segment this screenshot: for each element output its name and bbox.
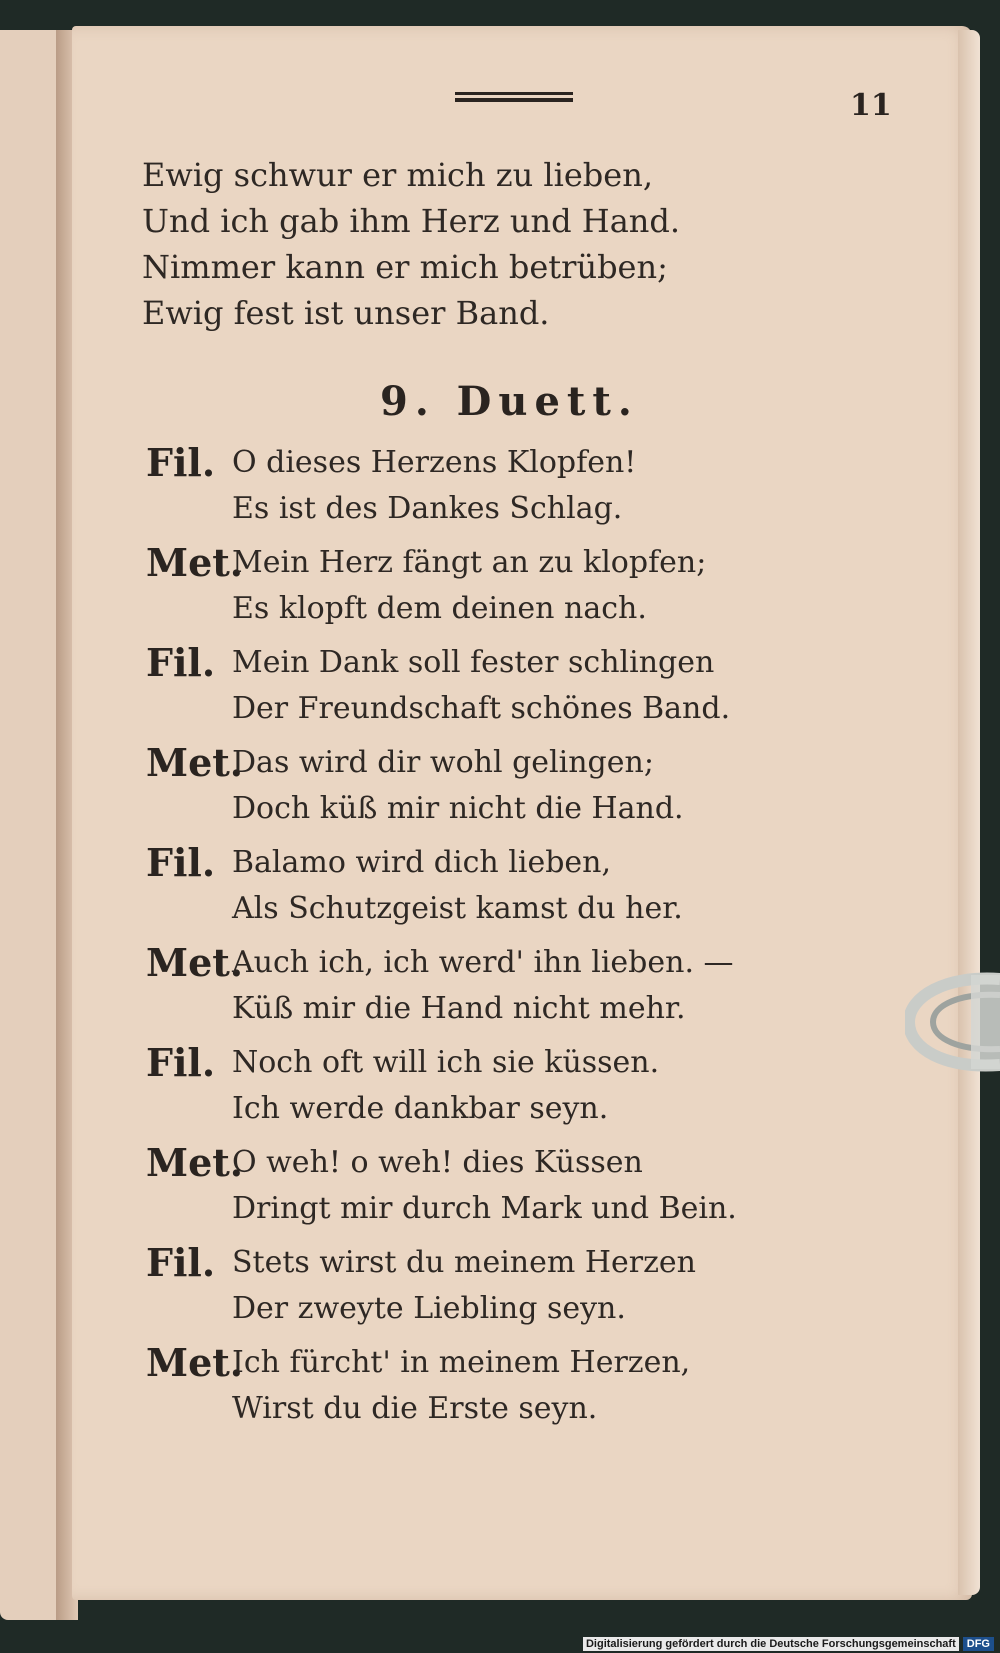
dialogue-line: Dringt mir durch Mark und Bein.: [232, 1191, 737, 1226]
dialogue-line: O dieses Herzens Klopfen!: [232, 445, 637, 480]
dialogue-line: Stets wirst du meinem Herzen: [232, 1245, 697, 1280]
dialogue-line: Es ist des Dankes Schlag.: [232, 491, 623, 526]
dialogue-entry: [146, 1240, 786, 1340]
digitization-footer: [583, 1637, 994, 1651]
dialogue-entry: [146, 440, 786, 540]
speaker-label: Met.: [146, 540, 244, 585]
dialogue-entry: [146, 540, 786, 640]
dialogue-entry: [146, 940, 786, 1040]
dialogue-line: Als Schutzgeist kamst du her.: [232, 891, 683, 926]
dialogue-line: Der zweyte Liebling seyn.: [232, 1291, 626, 1326]
stanza-line: Und ich gab ihm Herz und Hand.: [142, 202, 681, 240]
duet-dialogue: [146, 440, 786, 1440]
header-rule: [455, 92, 573, 106]
dfg-logo: DFG: [963, 1637, 994, 1651]
speaker-label: Fil.: [146, 1240, 216, 1285]
dialogue-entry: [146, 1140, 786, 1240]
dialogue-line: Mein Dank soll fester schlingen: [232, 645, 715, 680]
stanza-line: Ewig schwur er mich zu lieben,: [142, 156, 653, 194]
dialogue-entry: [146, 840, 786, 940]
dialogue-entry: [146, 740, 786, 840]
dialogue-line: Das wird dir wohl gelingen;: [232, 745, 654, 780]
section-title: 9. Duett.: [380, 378, 639, 425]
page-edge: [958, 30, 980, 1595]
funding-credit: Digitalisierung gefördert durch die Deutsche Forschungsgemeinschaft: [583, 1637, 959, 1651]
speaker-label: Met.: [146, 940, 244, 985]
speaker-label: Met.: [146, 1340, 244, 1385]
dialogue-entry: [146, 640, 786, 740]
dialogue-line: Auch ich, ich werd' ihn lieben. —: [232, 945, 734, 980]
dialogue-line: Balamo wird dich lieben,: [232, 845, 612, 880]
dialogue-line: Doch küß mir nicht die Hand.: [232, 791, 684, 826]
speaker-label: Met.: [146, 740, 244, 785]
speaker-label: Met.: [146, 1140, 244, 1185]
speaker-label: Fil.: [146, 840, 216, 885]
dialogue-line: Ich fürcht' in meinem Herzen,: [232, 1345, 691, 1380]
speaker-label: Fil.: [146, 1040, 216, 1085]
speaker-label: Fil.: [146, 440, 216, 485]
dialogue-entry: [146, 1340, 786, 1440]
dialogue-line: Wirst du die Erste seyn.: [232, 1391, 598, 1426]
dialogue-line: Es klopft dem deinen nach.: [232, 591, 647, 626]
dialogue-line: Noch oft will ich sie küssen.: [232, 1045, 660, 1080]
stanza-line: Ewig fest ist unser Band.: [142, 294, 550, 332]
previous-page-edge: [0, 30, 58, 1620]
page-number: 11: [850, 88, 892, 123]
stanza: [142, 152, 680, 336]
dialogue-entry: [146, 1040, 786, 1140]
dialogue-line: Küß mir die Hand nicht mehr.: [232, 991, 686, 1026]
dialogue-line: Mein Herz fängt an zu klopfen;: [232, 545, 707, 580]
dialogue-line: Ich werde dankbar seyn.: [232, 1091, 609, 1126]
speaker-label: Fil.: [146, 640, 216, 685]
stanza-line: Nimmer kann er mich betrüben;: [142, 248, 668, 286]
dialogue-line: O weh! o weh! dies Küssen: [232, 1145, 643, 1180]
page-clip: [905, 967, 1000, 1077]
dialogue-line: Der Freundschaft schönes Band.: [232, 691, 731, 726]
